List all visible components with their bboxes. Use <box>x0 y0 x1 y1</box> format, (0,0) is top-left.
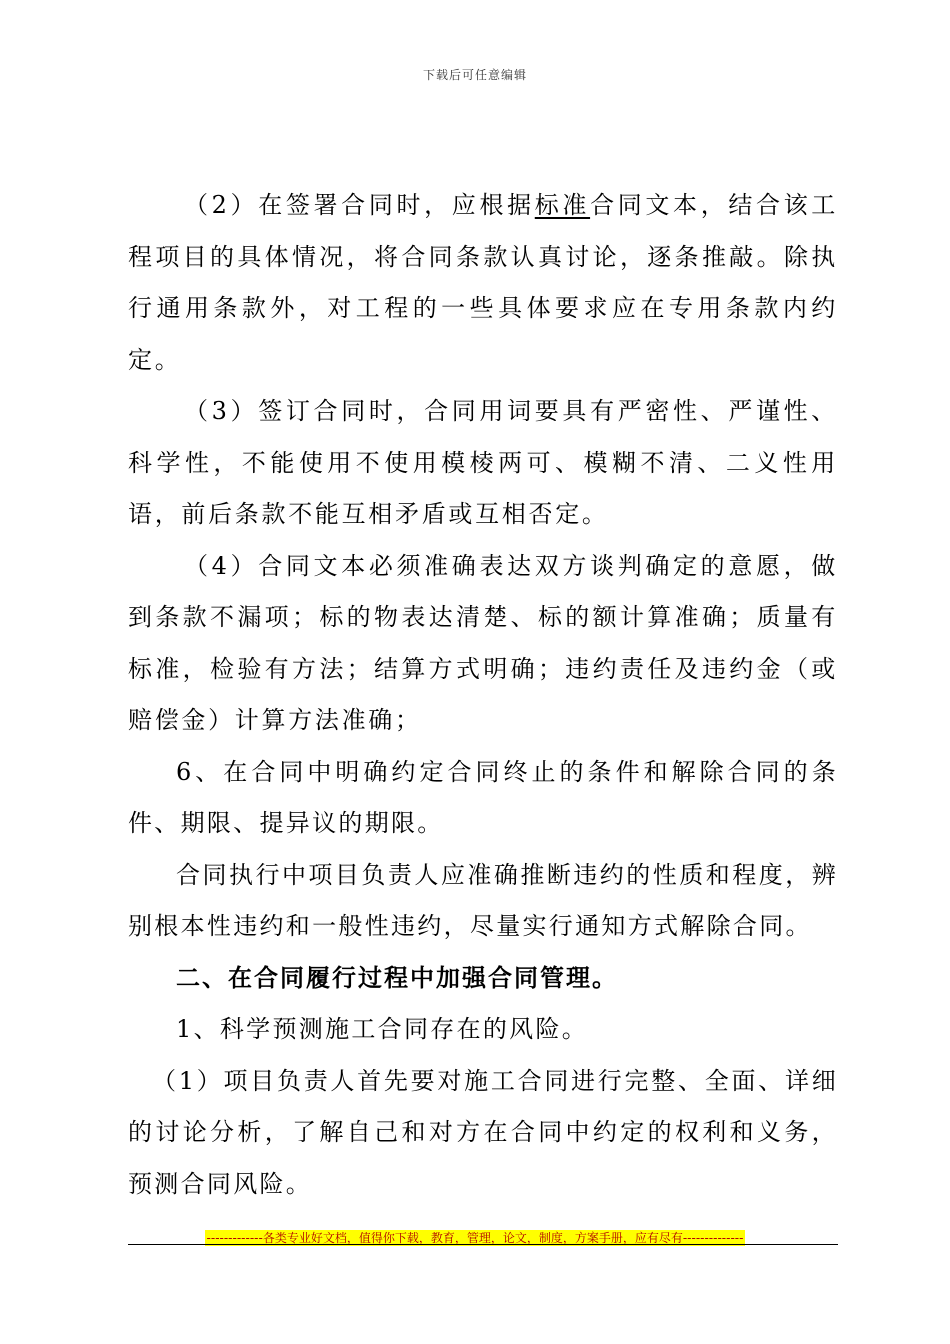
footer-divider <box>128 1244 838 1245</box>
paragraph-2-lead: （2）在签署合同时，应根据 <box>184 191 535 219</box>
paragraph-item-6: 6、在合同中明确约定合同终止的条件和解除合同的条件、期限、提异议的期限。 <box>128 757 838 837</box>
section-heading: 二、在合同履行过程中加强合同管理。 <box>176 963 618 992</box>
paragraph-2-rest: 合同文本，结合该工程项目的具体情况，将合同条款认真讨论，逐条推敲。除执行通用条款外，对工程的一些具体要求应在专用条款内约定。 <box>128 191 838 374</box>
underlined-term: 标准 <box>534 191 591 219</box>
paragraph-risk: （1）项目负责人首先要对施工合同进行完整、全面、详细的讨论分析，了解自己和对方在合同中约定的权利和义务，预测合同风险。 <box>128 1066 838 1198</box>
footer-banner-text: -------------各类专业好文档，值得你下载，教育，管理，论文，制度，方案手册，应有尽有-------------- <box>206 1231 744 1245</box>
paragraph-2 <box>128 180 838 386</box>
paragraph-3: （3）签订合同时，合同用词要具有严密性、严谨性、科学性，不能使用不使用模棱两可、模糊不清、二义性用语，前后条款不能互相矛盾或互相否定。 <box>128 397 838 528</box>
paragraph-breach: 合同执行中项目负责人应准确推断违约的性质和程度，辨别根本性违约和一般性违约，尽量实行通知方式解除合同。 <box>128 860 838 940</box>
paragraph-4: （4）合同文本必须准确表达双方谈判确定的意愿，做到条款不漏项；标的物表达清楚、标的额计算准确；质量有标准，检验有方法；结算方式明确；违约责任及违约金（或赔偿金）计算方法准确； <box>128 551 838 734</box>
page-header: 下载后可任意编辑 <box>422 68 527 82</box>
document-body <box>128 180 838 1210</box>
paragraph-item-1: 1、科学预测施工合同存在的风险。 <box>176 1015 589 1043</box>
